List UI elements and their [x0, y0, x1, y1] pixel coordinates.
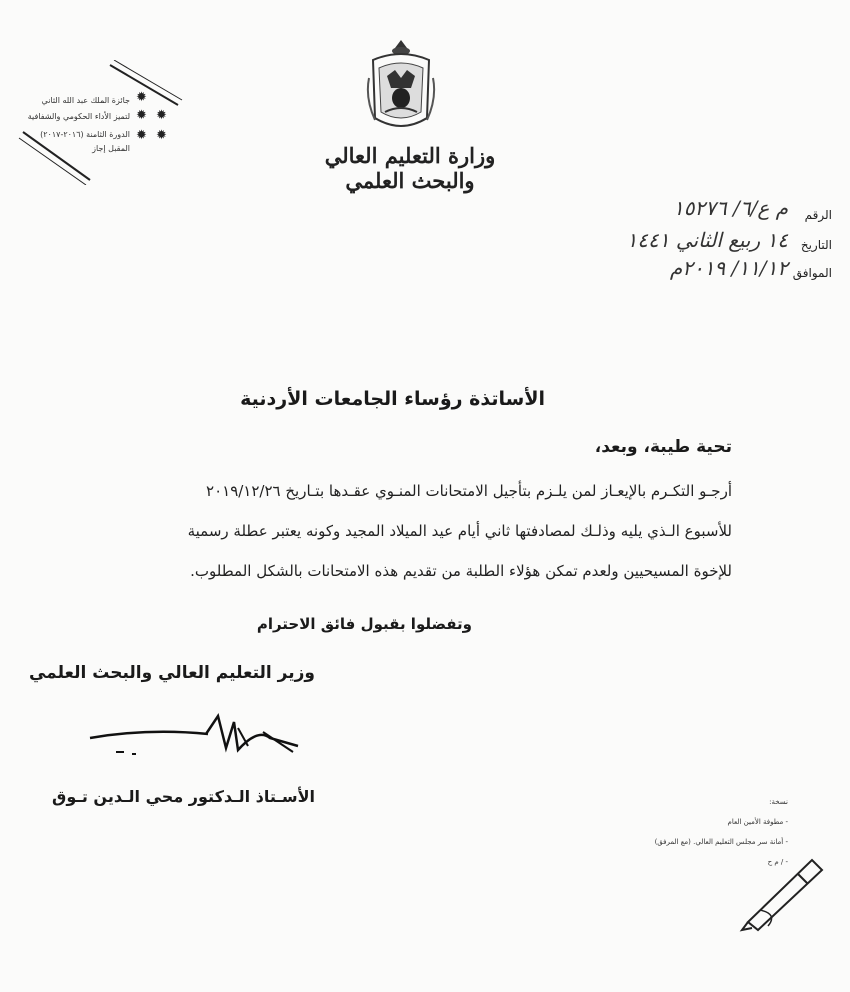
closing-line: وتفضلوا بقبول فائق الاحترام: [256, 615, 472, 633]
recipient-heading: الأساتذة رؤساء الجامعات الأردنية: [240, 388, 545, 410]
body-line: للأسبوع الـذي يليه وذلـك لمصادفتها ثاني أيام عيد الميلاد المجيد وكونه يعتبر عطلة رسمية: [187, 522, 732, 540]
reference-date-value: ١٤ ربيع الثاني ١٤٤١: [626, 228, 788, 252]
greeting: تحية طيبة، وبعد،: [594, 437, 732, 457]
award-line-1: جائزة الملك عبد الله الثاني: [41, 96, 130, 105]
copies-item: - مطوفة الأمين العام: [727, 818, 788, 826]
reference-corresponding-value: ١١/١٢/ ٢٠١٩م: [669, 256, 788, 280]
ministry-name: وزارة التعليم العالي والبحث العلمي: [324, 143, 496, 193]
reference-number-value: م ع/٦/ ١٥٢٧٦: [673, 196, 788, 220]
handwritten-signature: [88, 708, 303, 768]
coat-of-arms-emblem: [365, 38, 437, 136]
award-line-2: لتميز الأداء الحكومي والشفافية: [27, 112, 130, 121]
reference-number-label: الرقم: [804, 208, 832, 222]
reference-date-label: التاريخ: [800, 238, 832, 252]
copies-item: - أمانة سر مجلس التعليم العالي. (مع المرفق): [654, 838, 788, 846]
pen-icon: [738, 852, 828, 932]
star-icon: ✹: [156, 108, 167, 123]
star-icon: ✹: [136, 90, 147, 105]
award-line-3: الدورة الثامنة (٢٠١٦-٢٠١٧): [40, 130, 130, 139]
star-icon: ✹: [156, 128, 167, 143]
award-line-4: المقبل إجاز: [92, 144, 130, 153]
star-icon: ✹: [136, 128, 147, 143]
signatory-title: وزير التعليم العالي والبحث العلمي: [28, 663, 315, 683]
body-line: للإخوة المسيحيين ولعدم تمكن هؤلاء الطلبة من تقديم هذه الامتحانات بالشكل المطلوب.: [190, 562, 732, 580]
body-line: أرجـو التكـرم بالإيعـاز لمن يلـزم بتأجيل الامتحانات المنـوي عقـدها بتـاريخ ٢٠١٩/١٢/٢٦: [206, 482, 732, 500]
award-emblem: [18, 60, 188, 185]
signatory-name: الأسـتاذ الـدكتور محي الـدين تـوق: [52, 787, 315, 806]
copies-heading: نسخة:: [769, 798, 788, 806]
copies-item: - / م ح: [767, 858, 788, 866]
reference-corresponding-label: الموافق: [792, 266, 832, 280]
star-icon: ✹: [136, 108, 147, 123]
